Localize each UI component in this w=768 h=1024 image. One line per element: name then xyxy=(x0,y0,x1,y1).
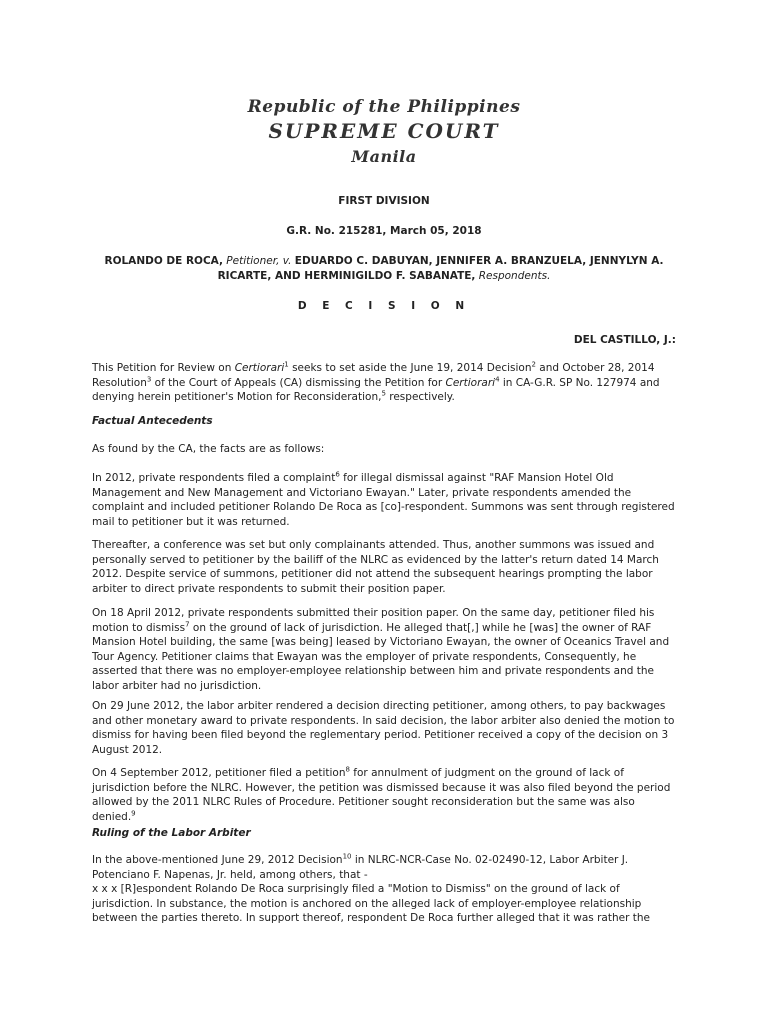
footnote-ref-8[interactable]: 8 xyxy=(345,765,350,774)
intro-text-a: This Petition for Review on xyxy=(92,362,235,374)
footnote-ref-6[interactable]: 6 xyxy=(335,470,340,479)
footnote-ref-9[interactable]: 9 xyxy=(131,809,136,817)
respondents-names-1: EDUARDO C. DABUYAN, JENNIFER A. BRANZUELA, JENNYLYN A. xyxy=(294,255,664,267)
heading-factual-antecedents: Factual Antecedents xyxy=(92,415,213,427)
paragraph-1 xyxy=(92,471,678,529)
footnote-ref-5[interactable]: 5 xyxy=(381,389,386,398)
facts-intro: As found by the CA, the facts are as follows: xyxy=(92,443,325,455)
paragraph-6 xyxy=(92,853,678,926)
intro-text-b: seeks to set aside the June 19, 2014 Decision xyxy=(288,362,532,374)
footnote-ref-2[interactable]: 2 xyxy=(531,360,536,369)
intro-certiorari-1: Certiorari xyxy=(234,362,285,374)
paragraph-2: Thereafter, a conference was set but only complainants attended. Thus, another summons was issued and personally served to petitioner by the bailiff of the NLRC as evidenced by the latter's return dated 14 March 2012. Despite service of summons, petitioner did not attend the subsequent hearings prompting the labor arbiter to direct private respondents to submit their position paper. xyxy=(92,539,659,595)
respondents-role: Respondents. xyxy=(475,270,551,282)
footnote-ref-7[interactable]: 7 xyxy=(185,620,190,628)
p3-text-b: on the ground of lack of jurisdiction. He alleged that[,] while he [was] the owner of RAF Mansion Hotel building, the same [was being] leased by Victoriano Ewayan, the owner of Oceanics Travel and Tour Agency. Petitioner claims that Ewayan was the employer of private respondents, Consequently, he asserted that there was no employer-employee relationship between him and private respondents and the labor arbiter had no jurisdiction. xyxy=(92,621,670,692)
heading-ruling-labor-arbiter: Ruling of the Labor Arbiter xyxy=(92,827,251,839)
case-number: G.R. No. 215281, March 05, 2018 xyxy=(286,225,482,237)
paragraph-4: On 29 June 2012, the labor arbiter rendered a decision directing petitioner, among others, to pay backwages and other monetary award to private respondents. In said decision, the labor arbiter also denied the motion to dismiss for having been filed beyond the reglementary period. Petitioner received a copy of the decision on 3 August 2012. xyxy=(92,700,675,756)
header-supreme-court: SUPREME COURT xyxy=(268,119,500,143)
paragraph-3 xyxy=(92,606,678,693)
footnote-ref-10[interactable]: 10 xyxy=(342,852,352,861)
intro-text-e: in CA-G.R. SP No. 127974 and denying herein petitioner's Motion for Reconsideration, xyxy=(92,376,660,403)
petitioner-role: Petitioner xyxy=(222,255,277,267)
header-manila: Manila xyxy=(351,147,417,166)
p6-text-b: in NLRC-NCR-Case No. 02-02490-12, Labor Arbiter J. Potenciano F. Napenas, Jr. held, among others, that - xyxy=(92,854,629,881)
paragraph-5 xyxy=(92,766,678,824)
petitioner-name: ROLANDO DE ROCA, xyxy=(104,255,223,267)
header-republic: Republic of the Philippines xyxy=(247,97,521,117)
p3-text-a: On 18 April 2012, private respondents submitted their position paper. On the same day, petitioner filed his motion to dismiss xyxy=(92,607,655,634)
footnote-ref-1[interactable]: 1 xyxy=(284,360,289,369)
p6-quote: x x x [R]espondent Rolando De Roca surprisingly filed a "Motion to Dismiss" on the ground of lack of jurisdiction. In substance, the motion is anchored on the alleged lack of employer-employee relationship between the parties thereto. In support thereof, respondent De Roca further alleged that it was rather the xyxy=(92,883,650,924)
intro-text-c: and October 28, 2014 Resolution xyxy=(92,362,655,389)
versus-label: , v. xyxy=(276,255,295,267)
intro-certiorari-2: Certiorari xyxy=(445,376,496,389)
ponente: DEL CASTILLO, J.: xyxy=(573,334,676,346)
footnote-ref-3[interactable]: 3 xyxy=(146,375,152,383)
p5-text-a: On 4 September 2012, petitioner filed a petition xyxy=(92,767,346,779)
intro-text-f: respectively. xyxy=(385,391,455,403)
case-parties xyxy=(92,254,676,284)
intro-paragraph xyxy=(92,361,678,405)
intro-text-d: of the Court of Appeals (CA) dismissing the Petition for xyxy=(151,376,446,389)
p6-text-a: In the above-mentioned June 29, 2012 Decision xyxy=(92,854,343,866)
decision-title: D E C I S I O N xyxy=(297,300,471,312)
footnote-ref-4[interactable]: 4 xyxy=(495,375,500,383)
p5-text-b: for annulment of judgment on the ground of lack of jurisdiction before the NLRC. However, the petition was dismissed because it was also filed beyond the period allowed by the 2011 NLRC Rules of Procedure. Petitioner sought reconsideration but the same was also denied. xyxy=(92,767,671,823)
p1-text-a: In 2012, private respondents filed a complaint xyxy=(92,472,336,484)
p1-text-b: for illegal dismissal against "RAF Mansion Hotel Old Management and New Management and Victoriano Ewayan." Later, private respondents amended the complaint and included petitioner Rolando De Roca as [co]-respondent. Summons was sent through registered mail to petitioner but it was returned. xyxy=(92,472,675,528)
respondents-names-2: RICARTE, AND HERMINIGILDO F. SABANATE, xyxy=(217,270,476,282)
division-title: FIRST DIVISION xyxy=(338,195,430,207)
